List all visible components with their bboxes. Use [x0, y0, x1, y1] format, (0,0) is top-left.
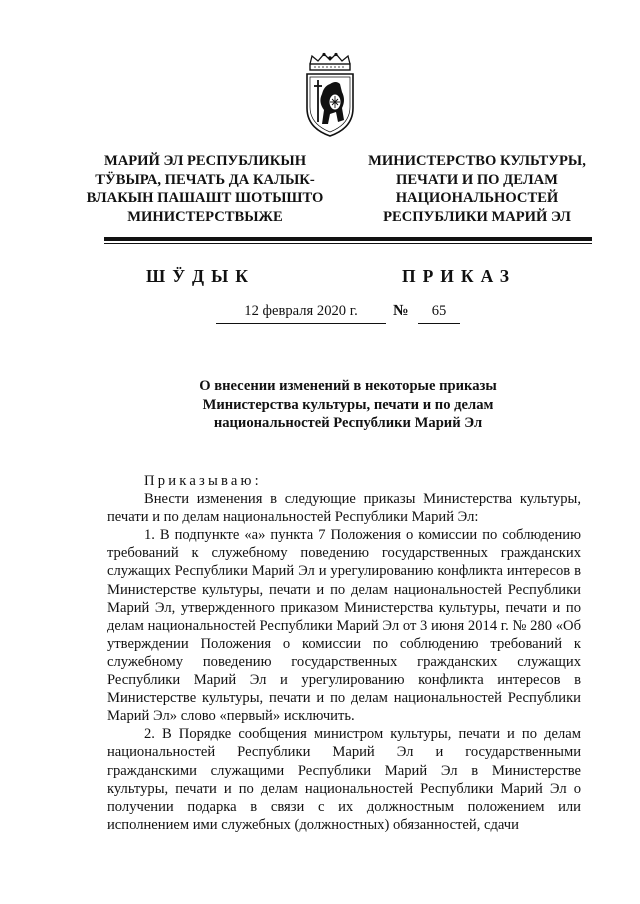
- doc-type-mari: ШӰДЫК: [146, 266, 255, 286]
- header-right-line: НАЦИОНАЛЬНОСТЕЙ: [395, 190, 559, 206]
- body-paragraph: 2. В Порядке сообщения министром культуры, печати и по делам национальностей Республики Марий Эл и государственными гражданскими служащими Республики Марий Эл в Министерстве культуры, печати и по делам национальностей Республики Марий Эл о получении подарка в связи с их должностным положением или исполнением ими служебных (должностных) обязанностей, сдачи: [107, 726, 581, 833]
- header-right-line: РЕСПУБЛИКИ МАРИЙ ЭЛ: [383, 208, 571, 225]
- date-underline: [216, 323, 386, 324]
- ministry-name-russian: [352, 152, 602, 226]
- header-divider-thin: [104, 243, 592, 244]
- title-line: национальностей Республики Марий Эл: [213, 415, 483, 431]
- header-divider-thick: [104, 237, 592, 241]
- header-left-line: ВЛАКЫН ПАШАШТ ШОТЫШТО: [86, 190, 324, 206]
- coat-of-arms-icon: [300, 52, 360, 138]
- document-title: [104, 377, 592, 433]
- header-left-line: МИНИСТЕРСТВЫЖЕ: [127, 208, 283, 225]
- header-right-line: ПЕЧАТИ И ПО ДЕЛАМ: [396, 171, 558, 188]
- number-underline: [418, 323, 460, 324]
- title-line: Министерства культуры, печати и по делам: [202, 396, 494, 413]
- body-paragraph: 1. В подпункте «а» пункта 7 Положения о комиссии по соблюдению требований к служебному поведению государственных гражданских служащих Республики Марий Эл и урегулированию конфликта интересов в Министерстве культуры, печати и по делам национальностей Республики Марий Эл, утвержденного приказом Министерства культуры, печати и по делам национальностей Республики Марий Эл от 3 июня 2014 г. № 280 «Об утверждении Положения о комиссии по соблюдению требований к служебному поведению государственных гражданских служащих Республики Марий Эл и урегулированию конфликта интересов в Министерстве культуры, печати и по делам национальностей Республики Марий Эл» слово «первый» исключить.: [107, 527, 581, 725]
- number-sign: №: [393, 302, 409, 319]
- header-right-line: МИНИСТЕРСТВО КУЛЬТУРЫ,: [368, 153, 586, 169]
- title-line: О внесении изменений в некоторые приказы: [199, 378, 497, 394]
- ministry-name-mari: [72, 152, 338, 226]
- header-left-line: ТӰВЫРА, ПЕЧАТЬ ДА КАЛЫК-: [95, 171, 315, 188]
- order-number: 65: [431, 303, 447, 319]
- order-word: Приказываю:: [144, 473, 262, 489]
- coat-of-arms-emblem: [300, 52, 360, 138]
- order-date: 12 февраля 2020 г.: [244, 303, 358, 319]
- body-paragraph: Внести изменения в следующие приказы Министерства культуры, печати и по делам национальностей Республики Марий Эл:: [107, 491, 581, 526]
- header-left-line: МАРИЙ ЭЛ РЕСПУБЛИКЫН: [103, 153, 307, 169]
- document-body: [107, 472, 581, 834]
- doc-type-russian: ПРИКАЗ: [402, 266, 517, 286]
